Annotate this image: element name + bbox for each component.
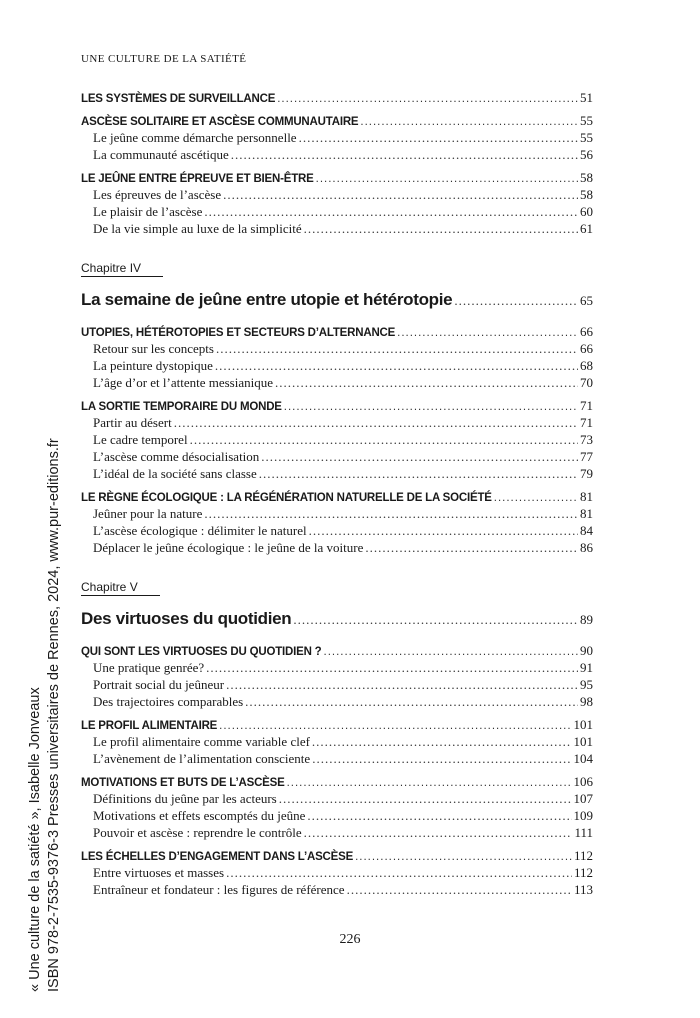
toc-entry-title: LE RÈGNE ÉCOLOGIQUE : LA RÉGÉNÉRATION NATURELLE DE LA SOCIÉTÉ xyxy=(81,492,492,504)
dot-leader xyxy=(299,129,578,146)
toc-entry-title: Le profil alimentaire comme variable clef xyxy=(93,734,310,749)
toc-section-entry xyxy=(81,89,593,106)
toc-entry-page: 58 xyxy=(580,187,593,202)
toc-entry-page: 84 xyxy=(580,523,593,538)
dot-leader xyxy=(204,203,578,220)
chapter-label: Chapitre IV xyxy=(81,260,163,277)
page-number: 226 xyxy=(339,932,361,947)
dot-leader xyxy=(226,676,578,693)
toc-entry-page: 81 xyxy=(580,489,593,504)
toc-entry-page: 106 xyxy=(573,774,593,789)
toc-entry-title: LA SORTIE TEMPORAIRE DU MONDE xyxy=(81,401,282,413)
dot-leader xyxy=(223,186,578,203)
toc-entry-title: La semaine de jeûne entre utopie et hétérotopie xyxy=(81,290,453,309)
dot-leader xyxy=(259,465,578,482)
toc-subsection-entry xyxy=(81,522,593,539)
toc-entry-page: 65 xyxy=(580,293,593,308)
toc-entry-page: 51 xyxy=(580,90,593,105)
chapter-title-entry xyxy=(81,605,593,633)
toc-entry-title: LE PROFIL ALIMENTAIRE xyxy=(81,720,218,732)
dot-leader xyxy=(226,864,572,881)
dot-leader xyxy=(190,431,578,448)
toc-entry-title: Définitions du jeûne par les acteurs xyxy=(93,791,277,806)
toc-entry-title: L’avènement de l’alimentation consciente xyxy=(93,751,311,766)
side-credit-line-2: ISBN 978-2-7535-9376-3 Presses universitaires de Rennes, 2024, www.pur-editions.fr xyxy=(46,438,62,992)
toc-entry-page: 112 xyxy=(573,848,593,863)
dot-leader xyxy=(365,539,578,556)
toc-section-entry xyxy=(81,773,593,790)
spacer xyxy=(81,277,593,286)
toc-entry-title: UTOPIES, HÉTÉROTOPIES ET SECTEURS D’ALTERNANCE xyxy=(81,327,396,339)
toc-entry-page: 66 xyxy=(580,341,593,356)
dot-leader xyxy=(347,881,572,898)
toc-entry-page: 101 xyxy=(573,717,593,732)
toc-subsection-entry xyxy=(81,186,593,203)
toc-subsection-entry xyxy=(81,659,593,676)
dot-leader xyxy=(293,606,578,634)
toc-entry-title: Le cadre temporel xyxy=(93,432,188,447)
dot-leader xyxy=(454,287,578,315)
dot-leader xyxy=(231,146,578,163)
toc-entry-title: De la vie simple au luxe de la simplicité xyxy=(93,221,302,236)
dot-leader xyxy=(309,522,578,539)
toc-entry-title: Motivations et effets escomptés du jeûne xyxy=(93,808,306,823)
toc-subsection-entry xyxy=(81,676,593,693)
toc-entry-title: L’idéal de la société sans classe xyxy=(93,466,257,481)
toc-entry-title: La communauté ascétique xyxy=(93,147,229,162)
toc-section-entry xyxy=(81,488,593,505)
toc-entry-page: 55 xyxy=(580,113,593,128)
toc-entry-title: Retour sur les concepts xyxy=(93,341,214,356)
dot-leader xyxy=(174,414,578,431)
toc-entry-page: 81 xyxy=(580,506,593,521)
dot-leader xyxy=(279,790,572,807)
toc-subsection-entry xyxy=(81,864,593,881)
toc-subsection-entry xyxy=(81,824,593,841)
toc-entry-title: QUI SONT LES VIRTUOSES DU QUOTIDIEN ? xyxy=(81,646,322,658)
toc-entry-title: Les épreuves de l’ascèse xyxy=(93,187,222,202)
spacer xyxy=(81,314,593,323)
dot-leader xyxy=(312,733,572,750)
toc-entry-title: L’âge d’or et l’attente messianique xyxy=(93,375,274,390)
toc-section-entry xyxy=(81,397,593,414)
toc-entry-page: 68 xyxy=(580,358,593,373)
side-credit xyxy=(26,438,76,992)
toc-subsection-entry xyxy=(81,340,593,357)
toc-entry-page: 79 xyxy=(580,466,593,481)
toc-subsection-entry xyxy=(81,431,593,448)
toc-entry-title: LES ÉCHELLES D’ENGAGEMENT DANS L’ASCÈSE xyxy=(81,851,354,863)
toc-entry-title: Pouvoir et ascèse : reprendre le contrôle xyxy=(93,825,302,840)
toc-entry-title: Des trajectoires comparables xyxy=(93,694,244,709)
toc-entry-title: Jeûner pour la nature xyxy=(93,506,203,521)
toc-entry-title: ASCÈSE SOLITAIRE ET ASCÈSE COMMUNAUTAIRE xyxy=(81,116,359,128)
toc-entry-title: LES SYSTÈMES DE SURVEILLANCE xyxy=(81,93,276,105)
toc-entry-page: 71 xyxy=(580,398,593,413)
toc-entry-title: La peinture dystopique xyxy=(93,358,213,373)
toc-entry-title: LE JEÛNE ENTRE ÉPREUVE ET BIEN-ÊTRE xyxy=(81,173,314,185)
toc-section-entry xyxy=(81,112,593,129)
dot-leader xyxy=(215,357,578,374)
dot-leader xyxy=(275,374,578,391)
toc-entry-page: 107 xyxy=(573,791,593,806)
spacer xyxy=(81,556,593,578)
toc-entry-page: 95 xyxy=(580,677,593,692)
dot-leader xyxy=(277,91,578,108)
dot-leader xyxy=(261,448,578,465)
toc-subsection-entry xyxy=(81,881,593,898)
toc-subsection-entry xyxy=(81,693,593,710)
toc-entry-title: L’ascèse écologique : délimiter le naturel xyxy=(93,523,307,538)
running-header: UNE CULTURE DE LA SATIÉTÉ xyxy=(81,53,247,65)
toc-entry-page: 91 xyxy=(580,660,593,675)
toc-entry-page: 109 xyxy=(573,808,593,823)
toc-subsection-entry xyxy=(81,807,593,824)
toc-entry-page: 89 xyxy=(580,612,593,627)
toc-entry-page: 77 xyxy=(580,449,593,464)
toc-entry-title: Une pratique genrée? xyxy=(93,660,205,675)
toc-section-entry xyxy=(81,847,593,864)
chapter-label: Chapitre V xyxy=(81,579,160,596)
toc-entry-title: Portrait social du jeûneur xyxy=(93,677,225,692)
toc-entry-title: L’ascèse comme désocialisation xyxy=(93,449,260,464)
toc-entry-page: 58 xyxy=(580,170,593,185)
toc-entry-title: Le plaisir de l’ascèse xyxy=(93,204,203,219)
toc-entry-page: 113 xyxy=(573,882,593,897)
toc-entry-page: 73 xyxy=(580,432,593,447)
dot-leader xyxy=(206,659,578,676)
toc-entry-title: Entre virtuoses et masses xyxy=(93,865,225,880)
toc-subsection-entry xyxy=(81,129,593,146)
spacer xyxy=(81,596,593,605)
toc-section-entry xyxy=(81,716,593,733)
toc-entry-page: 56 xyxy=(580,147,593,162)
toc-entry-page: 111 xyxy=(574,825,593,840)
side-credit-line-1: « Une culture de la satiété », Isabelle Jonveaux xyxy=(27,687,43,992)
dot-leader xyxy=(304,220,578,237)
toc-subsection-entry xyxy=(81,733,593,750)
toc-entry-page: 104 xyxy=(573,751,593,766)
toc-subsection-entry xyxy=(81,539,593,556)
spacer xyxy=(81,237,593,259)
toc-entry-page: 55 xyxy=(580,130,593,145)
dot-leader xyxy=(216,340,578,357)
toc-entry-page: 90 xyxy=(580,643,593,658)
toc-entry-page: 112 xyxy=(573,865,593,880)
toc-subsection-entry xyxy=(81,203,593,220)
toc-subsection-entry xyxy=(81,357,593,374)
toc-subsection-entry xyxy=(81,448,593,465)
toc-section-entry xyxy=(81,169,593,186)
dot-leader xyxy=(307,807,571,824)
chapter-title-entry xyxy=(81,286,593,314)
toc-entry-page: 98 xyxy=(580,694,593,709)
spacer xyxy=(81,633,593,642)
toc-entry-title: Entraîneur et fondateur : les figures de référence xyxy=(93,882,345,897)
toc-subsection-entry xyxy=(81,465,593,482)
dot-leader xyxy=(245,693,578,710)
toc-entry-title: MOTIVATIONS ET BUTS DE L’ASCÈSE xyxy=(81,777,285,789)
toc-entry-page: 61 xyxy=(580,221,593,236)
toc-entry-page: 101 xyxy=(573,734,593,749)
table-of-contents xyxy=(81,89,593,898)
toc-entry-page: 86 xyxy=(580,540,593,555)
dot-leader xyxy=(312,750,571,767)
toc-entry-page: 60 xyxy=(580,204,593,219)
toc-subsection-entry xyxy=(81,790,593,807)
dot-leader xyxy=(304,824,573,841)
toc-entry-title: Partir au désert xyxy=(93,415,172,430)
toc-subsection-entry xyxy=(81,505,593,522)
toc-entry-page: 66 xyxy=(580,324,593,339)
toc-entry-title: Des virtuoses du quotidien xyxy=(81,609,292,628)
toc-subsection-entry xyxy=(81,414,593,431)
toc-entry-title: Déplacer le jeûne écologique : le jeûne de la voiture xyxy=(93,540,364,555)
toc-entry-page: 70 xyxy=(580,375,593,390)
dot-leader xyxy=(204,505,578,522)
toc-section-entry xyxy=(81,323,593,340)
toc-entry-page: 71 xyxy=(580,415,593,430)
toc-section-entry xyxy=(81,642,593,659)
toc-subsection-entry xyxy=(81,146,593,163)
toc-subsection-entry xyxy=(81,750,593,767)
toc-entry-title: Le jeûne comme démarche personnelle xyxy=(93,130,297,145)
toc-subsection-entry xyxy=(81,220,593,237)
toc-subsection-entry xyxy=(81,374,593,391)
